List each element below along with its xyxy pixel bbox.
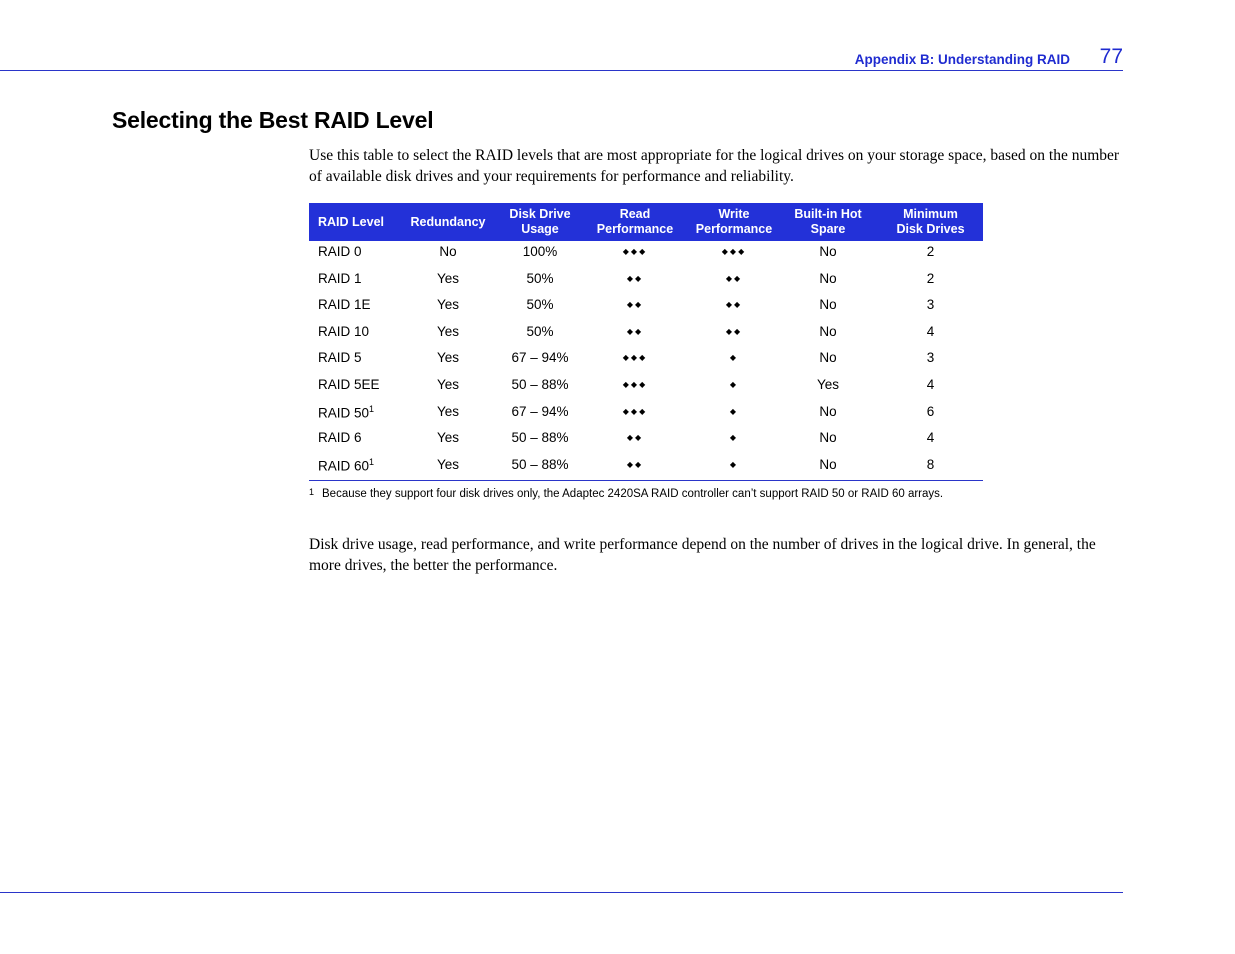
cell-read-performance (580, 401, 690, 428)
cell-disk-usage (500, 374, 580, 401)
cell-read-performance-value: ◆◆◆ (622, 406, 648, 416)
cell-disk-usage-value: 67 – 94% (511, 350, 569, 366)
cell-hot-spare (778, 427, 878, 454)
cell-disk-usage (500, 347, 580, 374)
cell-hot-spare (778, 374, 878, 401)
cell-min-drives (878, 454, 983, 481)
cell-read-performance (580, 321, 690, 348)
cell-redundancy-value: No (439, 244, 457, 259)
cell-disk-usage (500, 454, 580, 481)
cell-disk-usage (500, 321, 580, 348)
cell-disk-usage (500, 268, 580, 295)
header-raid-level: RAID Level (309, 203, 396, 241)
table-row (309, 454, 983, 481)
cell-raid-level (309, 321, 396, 348)
cell-hot-spare-value: No (819, 244, 837, 259)
cell-write-performance (690, 347, 778, 374)
cell-hot-spare (778, 321, 878, 348)
raid-level-table (309, 203, 983, 481)
cell-hot-spare-value: No (819, 323, 837, 339)
cell-redundancy-value: Yes (436, 350, 460, 366)
cell-hot-spare-value: No (819, 297, 837, 313)
cell-disk-usage-value: 100% (522, 244, 558, 259)
cell-min-drives-value: 4 (926, 376, 935, 392)
table-row (309, 321, 983, 348)
cell-read-performance (580, 374, 690, 401)
header-min-drives-line2: Disk Drives (896, 222, 965, 236)
header-hot-spare (778, 203, 878, 241)
cell-write-performance (690, 427, 778, 454)
cell-write-performance-value: ◆◆ (725, 300, 743, 310)
running-header (0, 44, 1123, 71)
intro-paragraph: Use this table to select the RAID levels that are most appropriate for the logical drives on your storage space, based on the number of available disk drives and your requirements for performance and reliability. (309, 147, 1120, 185)
cell-read-performance (580, 427, 690, 454)
cell-read-performance-value: ◆◆◆ (622, 379, 648, 389)
cell-min-drives (878, 374, 983, 401)
cell-read-performance-value: ◆◆ (626, 459, 644, 469)
cell-read-performance-value: ◆◆ (626, 300, 644, 310)
table-row (309, 294, 983, 321)
cell-read-performance (580, 454, 690, 481)
cell-min-drives-value: 4 (926, 323, 935, 339)
cell-hot-spare (778, 454, 878, 481)
header-disk-usage-line2: Usage (521, 222, 559, 236)
cell-hot-spare (778, 268, 878, 295)
cell-min-drives-value: 3 (926, 297, 935, 313)
cell-read-performance-value: ◆◆ (626, 433, 644, 443)
cell-raid-level (309, 347, 396, 374)
footnote-mark: 1 (309, 487, 315, 497)
cell-redundancy (396, 374, 500, 401)
cell-raid-level-value: RAID 60 (318, 458, 370, 474)
header-disk-usage (500, 203, 580, 241)
cell-redundancy (396, 294, 500, 321)
cell-disk-usage-value: 67 – 94% (511, 403, 569, 419)
cell-read-performance-value: ◆◆◆ (622, 247, 648, 256)
cell-hot-spare-value: No (819, 456, 837, 472)
cell-write-performance (690, 241, 778, 268)
cell-min-drives-value: 2 (926, 270, 935, 286)
header-read-line1: Read (619, 207, 651, 221)
cell-min-drives (878, 294, 983, 321)
cell-raid-level (309, 294, 396, 321)
cell-min-drives (878, 268, 983, 295)
page-number: 77 (1099, 45, 1123, 68)
cell-hot-spare (778, 347, 878, 374)
header-min-drives (878, 203, 983, 241)
cell-redundancy-value: Yes (436, 297, 460, 313)
cell-raid-level (309, 454, 396, 481)
cell-redundancy-value: Yes (436, 270, 460, 286)
cell-disk-usage-value: 50% (526, 297, 554, 313)
cell-disk-usage-value: 50 – 88% (511, 456, 569, 472)
cell-write-performance (690, 321, 778, 348)
cell-raid-level (309, 241, 396, 268)
chapter-title: Appendix B: Understanding RAID (854, 52, 1070, 67)
cell-raid-level-value: RAID 0 (318, 244, 362, 259)
cell-raid-level-value: RAID 6 (318, 430, 362, 446)
cell-hot-spare (778, 294, 878, 321)
cell-redundancy (396, 321, 500, 348)
cell-redundancy-value: Yes (436, 376, 460, 392)
cell-hot-spare-value: No (819, 403, 837, 419)
table-row (309, 241, 983, 268)
cell-write-performance-value: ◆ (729, 353, 739, 363)
cell-redundancy (396, 347, 500, 374)
cell-disk-usage-value: 50% (526, 270, 554, 286)
cell-write-performance-value: ◆ (729, 406, 739, 416)
cell-raid-level-value: RAID 5EE (318, 376, 380, 392)
cell-disk-usage (500, 294, 580, 321)
cell-min-drives (878, 427, 983, 454)
footnote-reference: 1 (369, 403, 375, 414)
header-disk-usage-line1: Disk Drive (509, 207, 571, 221)
header-hot-spare-line2: Spare (810, 222, 846, 236)
footnote-text: Because they support four disk drives only, the Adaptec 2420SA RAID controller can’t support RAID 50 or RAID 60 arrays. (322, 488, 944, 500)
cell-write-performance (690, 401, 778, 428)
cell-write-performance-value: ◆◆◆ (721, 247, 747, 256)
cell-hot-spare (778, 401, 878, 428)
table-row (309, 347, 983, 374)
cell-redundancy (396, 268, 500, 295)
cell-min-drives (878, 321, 983, 348)
cell-redundancy (396, 401, 500, 428)
table-row (309, 401, 983, 428)
cell-write-performance (690, 268, 778, 295)
cell-redundancy (396, 427, 500, 454)
footnote (309, 488, 983, 501)
cell-read-performance (580, 347, 690, 374)
cell-hot-spare-value: No (819, 430, 837, 446)
cell-min-drives (878, 347, 983, 374)
cell-raid-level (309, 374, 396, 401)
header-write-performance (690, 203, 778, 241)
cell-read-performance-value: ◆◆◆ (622, 353, 648, 363)
cell-min-drives-value: 6 (926, 403, 935, 419)
cell-raid-level-value: RAID 50 (318, 405, 370, 421)
cell-read-performance-value: ◆◆ (626, 273, 644, 283)
cell-write-performance-value: ◆◆ (725, 326, 743, 336)
cell-min-drives-value: 2 (926, 244, 935, 259)
table-row (309, 268, 983, 295)
cell-disk-usage (500, 401, 580, 428)
header-min-drives-line1: Minimum (903, 207, 958, 221)
cell-min-drives-value: 4 (926, 430, 935, 446)
cell-min-drives-value: 3 (926, 350, 935, 366)
header-read-line2: Performance (596, 222, 674, 236)
cell-redundancy (396, 454, 500, 481)
table-body (309, 241, 983, 480)
header-write-line1: Write (718, 207, 750, 221)
cell-redundancy-value: Yes (436, 430, 460, 446)
cell-disk-usage-value: 50 – 88% (511, 376, 569, 392)
cell-raid-level-value: RAID 5 (318, 350, 362, 366)
cell-raid-level (309, 268, 396, 295)
cell-read-performance (580, 268, 690, 295)
cell-redundancy (396, 241, 500, 268)
cell-write-performance (690, 454, 778, 481)
table-row (309, 374, 983, 401)
cell-write-performance (690, 374, 778, 401)
cell-redundancy-value: Yes (436, 403, 460, 419)
cell-raid-level-value: RAID 1E (318, 297, 371, 313)
cell-read-performance (580, 241, 690, 268)
cell-raid-level-value: RAID 1 (318, 270, 362, 286)
footnote-reference: 1 (369, 456, 375, 467)
cell-hot-spare-value: No (819, 350, 837, 366)
header-read-performance (580, 203, 690, 241)
cell-min-drives (878, 401, 983, 428)
cell-redundancy-value: Yes (436, 456, 460, 472)
cell-redundancy-value: Yes (436, 323, 460, 339)
cell-raid-level-value: RAID 10 (318, 323, 370, 339)
table-row (309, 427, 983, 454)
cell-hot-spare-value: No (819, 270, 837, 286)
cell-read-performance (580, 294, 690, 321)
cell-hot-spare (778, 241, 878, 268)
header-hot-spare-line1: Built-in Hot (794, 207, 862, 221)
cell-min-drives-value: 8 (926, 456, 935, 472)
cell-disk-usage-value: 50 – 88% (511, 430, 569, 446)
cell-min-drives (878, 241, 983, 268)
table-header-row (309, 203, 983, 241)
cell-read-performance-value: ◆◆ (626, 326, 644, 336)
cell-hot-spare-value: Yes (816, 376, 840, 392)
cell-raid-level (309, 427, 396, 454)
cell-write-performance-value: ◆ (729, 379, 739, 389)
cell-write-performance (690, 294, 778, 321)
footer-rule (0, 892, 1123, 893)
cell-write-performance-value: ◆◆ (725, 273, 743, 283)
section-title: Selecting the Best RAID Level (112, 107, 434, 133)
cell-write-performance-value: ◆ (729, 433, 739, 443)
body-paragraph: Disk drive usage, read performance, and write performance depend on the number of drives in the logical drive. In general, the more drives, the better the performance. (309, 536, 1096, 574)
cell-disk-usage-value: 50% (526, 323, 554, 339)
header-write-line2: Performance (695, 222, 773, 236)
cell-write-performance-value: ◆ (729, 459, 739, 469)
cell-disk-usage (500, 241, 580, 268)
cell-disk-usage (500, 427, 580, 454)
cell-raid-level (309, 401, 396, 428)
header-redundancy: Redundancy (396, 203, 500, 241)
